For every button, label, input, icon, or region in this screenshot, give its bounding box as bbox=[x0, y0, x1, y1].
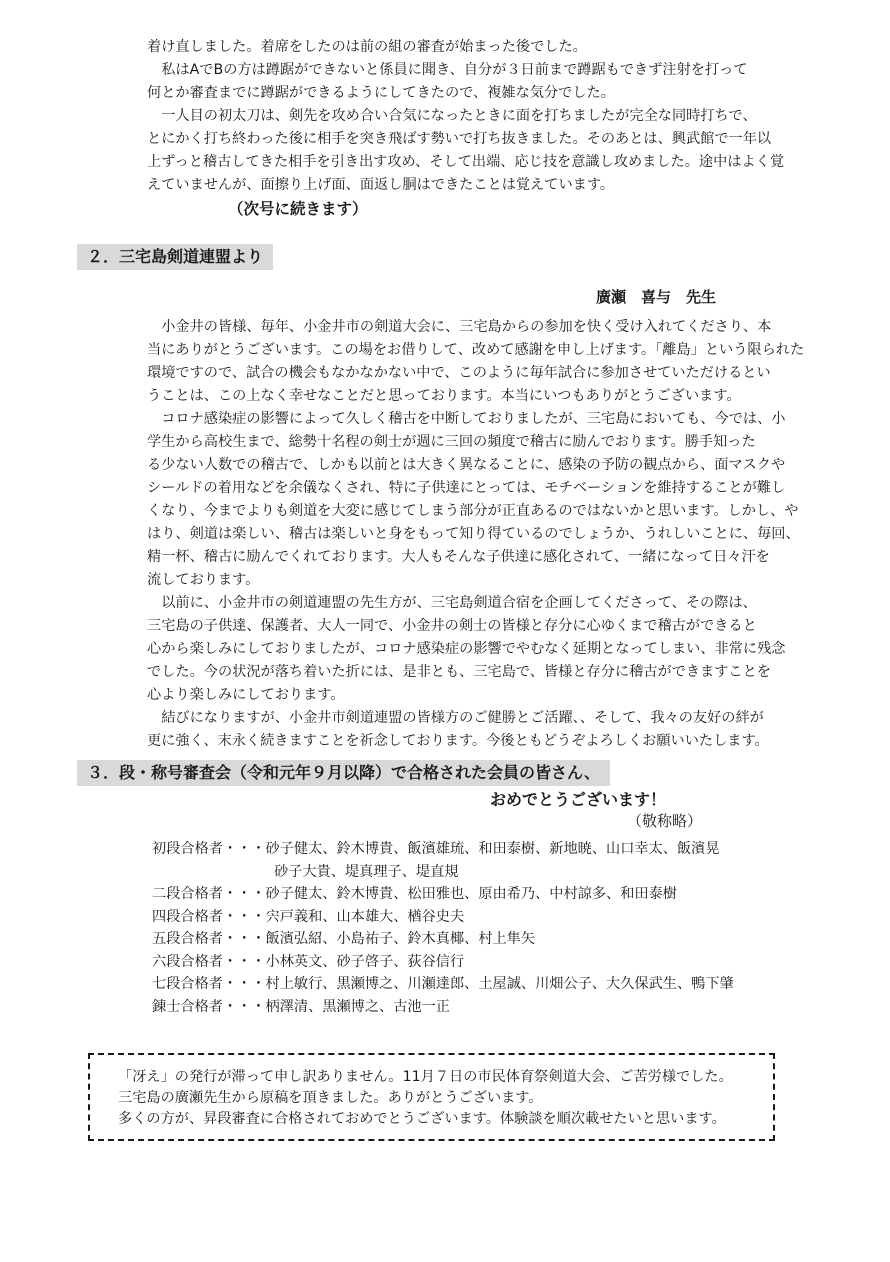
rank-names: 村上敏行、黒瀬博之、川瀬達郎、土屋誠、川畑公子、大久保武生、鴨下肇 bbox=[265, 976, 734, 992]
miyake-letter-text bbox=[147, 316, 804, 753]
text-line: 環境ですので、試合の機会もなかなかない中で、このように毎年試合に参加させていただけるとい bbox=[147, 365, 771, 381]
roster-row-rokudan bbox=[152, 951, 734, 974]
author-name: 廣瀬 喜与 先生 bbox=[596, 288, 717, 306]
roster-row-renshi bbox=[152, 996, 734, 1019]
note-line: 「冴え」の発行が滞って申し訳ありません。11月７日の市民体育祭剣道大会、ご苦労様でした。 bbox=[118, 1069, 733, 1085]
text-line: 精一杯、稽古に励んでくれております。大人もそんな子供達に感化されて、一緒になって日々汗を bbox=[147, 549, 770, 565]
promotion-roster bbox=[152, 838, 734, 1018]
text-line: えていませんが、面擦り上げ面、面返し胴はできたことは覚えています。 bbox=[147, 177, 615, 193]
text-line: くなり、今までよりも剣道を大変に感じてしまう部分が正直あるのではないかと思います。しかし、や bbox=[147, 503, 799, 519]
roster-row-godan bbox=[152, 928, 734, 951]
honorific-note: （敬称略） bbox=[627, 812, 703, 830]
roster-row-shodan bbox=[152, 838, 734, 861]
congratulations-line: おめでとうございます！ bbox=[490, 790, 667, 809]
rank-names: 飯濱弘紹、小島祐子、鈴木真椰、村上隼矢 bbox=[265, 931, 536, 947]
roster-row-yondan bbox=[152, 906, 734, 929]
rank-label: 七段合格者・・・ bbox=[152, 976, 266, 992]
roster-row-shodan-continued bbox=[152, 861, 734, 884]
roster-row-nidan bbox=[152, 883, 734, 906]
text-line: 心より楽しみにしております。 bbox=[147, 687, 345, 703]
text-line: 心から楽しみにしておりましたが、コロナ感染症の影響でやむなく延期となってしまい、非常に残念 bbox=[147, 641, 786, 657]
text-line: る少ない人数での稽古で、しかも以前とは大きく異なることに、感染の予防の観点から、面マスクや bbox=[147, 457, 786, 473]
note-line: 三宅島の廣瀬先生から原稿を頂きました。ありがとうございます。 bbox=[118, 1090, 543, 1106]
rank-names: 宍戸義和、山本雄大、楢谷史夫 bbox=[265, 908, 465, 925]
text-line: 更に強く、末永く続きますことを祈念しております。今後ともどうぞよろしくお願いいたします。 bbox=[147, 733, 769, 749]
continued-note: （次号に続きます） bbox=[228, 200, 368, 218]
previous-article-text bbox=[147, 36, 784, 197]
text-line: 何とか審査までに蹲踞ができるようにしてきたので、複雑な気分でした。 bbox=[147, 85, 615, 101]
rank-names: 砂子大貴、堤真理子、堤直規 bbox=[274, 863, 459, 880]
text-line: コロナ感染症の影響によって久しく稽古を中断しておりましたが、三宅島においても、今では、小 bbox=[147, 411, 786, 427]
text-line: 結びになりますが、小金井市剣道連盟の皆様方のご健勝とご活躍、、そして、我々の友好の絆が bbox=[147, 710, 764, 726]
text-line: はり、剣道は楽しい、稽古は楽しいと身をもって知り得ているのでしょうか、うれしいことに、毎回、 bbox=[147, 526, 800, 542]
rank-label: 六段合格者・・・ bbox=[152, 953, 266, 970]
rank-label: 二段合格者・・・ bbox=[152, 886, 266, 902]
rank-names: 小林英文、砂子啓子、荻谷信行 bbox=[265, 953, 465, 970]
rank-label: 錬士合格者・・・ bbox=[152, 998, 266, 1015]
note-line: 多くの方が、昇段審査に合格されておめでとうございます。体験談を順次載せたいと思います。 bbox=[118, 1111, 726, 1127]
editor-note-box bbox=[88, 1053, 775, 1141]
text-line: うことは、この上なく幸せなことだと思っております。本当にいつもありがとうございます。 bbox=[147, 388, 741, 404]
rank-names: 柄澤清、黒瀬博之、古池一正 bbox=[265, 998, 450, 1015]
text-line: 着け直しました。着席をしたのは前の組の審査が始まった後でした。 bbox=[147, 39, 587, 55]
text-line: 以前に、小金井市の剣道連盟の先生方が、三宅島剣道合宿を企画してくださって、その際は、 bbox=[147, 595, 757, 611]
text-line: 三宅島の子供達、保護者、大人一同で、小金井の剣士の皆様と存分に心ゆくまで稽古ができると bbox=[147, 618, 757, 634]
text-line: シールドの着用などを余儀なくされ、特に子供達にとっては、モチベーションを維持することが難し bbox=[147, 480, 786, 496]
text-line: でした。今の状況が落ち着いた折には、是非とも、三宅島で、皆様と存分に稽古ができますことを bbox=[147, 664, 771, 680]
section-heading-promotions: ３．段・称号審査会（令和元年９月以降）で合格された会員の皆さん、 bbox=[77, 760, 610, 786]
rank-label: 初段合格者・・・ bbox=[152, 841, 266, 857]
rank-names: 砂子健太、鈴木博貴、松田雅也、原由希乃、中村諒多、和田泰樹 bbox=[265, 886, 677, 902]
rank-label: 四段合格者・・・ bbox=[152, 908, 266, 925]
section-heading-miyake: ２．三宅島剣道連盟より bbox=[77, 244, 273, 270]
text-line: とにかく打ち終わった後に相手を突き飛ばす勢いで打ち抜きました。そのあとは、興武館で一年以 bbox=[147, 131, 772, 147]
rank-label: 五段合格者・・・ bbox=[152, 931, 266, 947]
roster-row-nanadan bbox=[152, 973, 734, 996]
text-line: 一人目の初太刀は、剣先を攻め合い合気になったときに面を打ちましたが完全な同時打ちで、 bbox=[147, 108, 757, 124]
text-line: 私はAでBの方は蹲踞ができないと係員に聞き、自分が３日前まで蹲踞もできず注射を打って bbox=[147, 62, 748, 78]
text-line: 学生から高校生まで、総勢十名程の剣士が週に三回の頻度で稽古に励んでおります。勝手知った bbox=[147, 434, 756, 450]
text-line: 流しております。 bbox=[147, 572, 260, 588]
rank-names: 砂子健太、鈴木博貴、飯濱雄琉、和田泰樹、新地暁、山口幸太、飯濱晃 bbox=[265, 841, 720, 857]
text-line: 当にありがとうございます。この場をお借りして、改めて感謝を申し上げます。「離島」という限られた bbox=[147, 342, 805, 358]
text-line: 小金井の皆様、毎年、小金井市の剣道大会に、三宅島からの参加を快く受け入れてくださり、本 bbox=[147, 319, 772, 335]
text-line: 上ずっと稽古してきた相手を引き出す攻め、そして出端、応じ技を意識し攻めました。途中はよく覚 bbox=[147, 154, 785, 170]
